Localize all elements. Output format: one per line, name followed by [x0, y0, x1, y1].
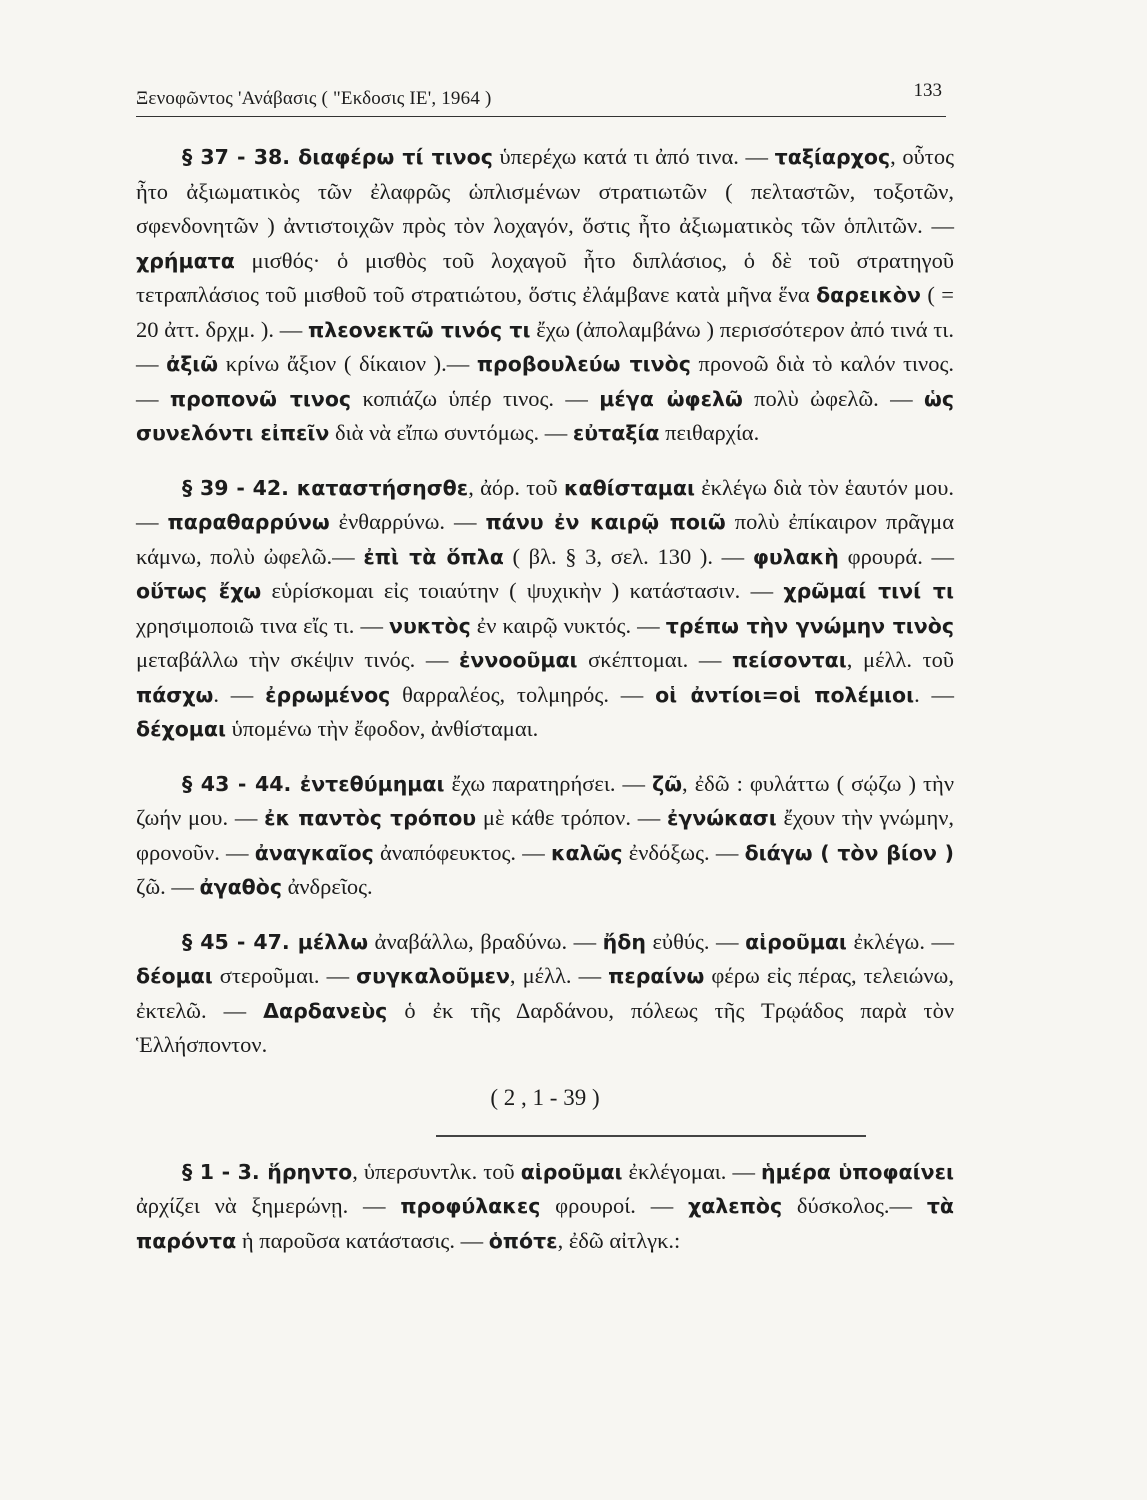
- paragraph-39-42: [136, 471, 954, 747]
- gloss-text: διὰ νὰ εἴπω συντόμως. —: [329, 420, 573, 445]
- gloss-text: στεροῦμαι. —: [212, 963, 357, 988]
- headword: § 43 - 44.: [182, 771, 300, 796]
- gloss-text: μεταβάλλω τὴν σκέψιν τινός. —: [136, 647, 460, 672]
- headword: ἡμέρα ὑποφαίνει: [760, 1159, 954, 1184]
- gloss-text: . —: [914, 681, 954, 707]
- headword: διάγω ( τὸν βίον ): [744, 840, 954, 865]
- headword: τὰ παρόντα: [136, 1194, 954, 1253]
- headword: οἱ ἀντίοι=οἱ πολέμιοι: [655, 682, 915, 707]
- gloss-text: ὁ ἐκ τῆς Δαρδάνου, πόλεως τῆς Τρῳάδος παρὰ τὸν Ἑλλήσποντον.: [136, 997, 954, 1057]
- headword: ἥρηντο: [267, 1159, 353, 1184]
- book-title: Ξενοφῶντος 'Ανάβασις ( "Εκδοσις ΙΕ', 1964 ): [136, 88, 492, 109]
- headword: ταξίαρχος: [774, 145, 891, 169]
- page-body: [136, 140, 954, 1258]
- paragraph-45-47: [136, 925, 954, 1063]
- headword: συγκαλοῦμεν: [356, 964, 510, 988]
- headword: δαρεικὸν: [816, 283, 921, 307]
- gloss-text: ἀνδρεῖος.: [281, 874, 373, 899]
- headword: χρῶμαί τινί τι: [783, 579, 954, 603]
- headword: ἐντεθύμημαι: [299, 771, 445, 796]
- gloss-text: ἐνθαρρύνω. —: [329, 509, 486, 534]
- headword: περαίνω: [608, 964, 705, 988]
- gloss-text: φέρω εἰς πέρας, τελειώνω, ἐκτελῶ. —: [136, 963, 954, 1023]
- headword: § 39 - 42.: [182, 475, 297, 500]
- gloss-text: ἀναπόφευκτος. —: [373, 839, 551, 865]
- headword: ἐρρωμένος: [265, 682, 391, 707]
- headword: δέχομαι: [136, 717, 226, 741]
- gloss-text: μὲ κάθε τρόπον. —: [476, 805, 667, 830]
- gloss-text: ἔχω παρατηρήσει. —: [444, 770, 653, 796]
- headword: διαφέρω τί τινος: [298, 145, 493, 169]
- headword: ἐπὶ τὰ ὅπλα: [363, 544, 504, 569]
- gloss-text: , οὗτος ἦτο ἀξιωματικὸς τῶν ἐλαφρῶς ὡπλισμένων στρατιωτῶν ( πελταστῶν, τοξοτῶν, σφενδονητῶν ) ἀντιστοιχῶν πρὸς τὸν λοχαγόν, ὅστις ἦτο ἀξιωματικὸς τῶν ὁπλιτῶν. —: [136, 144, 954, 238]
- gloss-text: κρίνω ἄξιον ( δίκαιον ).—: [218, 351, 477, 376]
- gloss-text: ὑπερέχω κατά τι ἀπό τινα. —: [492, 144, 775, 169]
- gloss-text: , ἐδῶ : φυλάττω ( σῴζω ) τὴν ζωήν μου. —: [136, 770, 954, 830]
- headword: προβουλεύω τινὸς: [476, 352, 691, 376]
- gloss-text: ἐκλέγω. —: [846, 928, 954, 954]
- headword: § 45 - 47.: [182, 929, 298, 954]
- gloss-text: ( βλ. § 3, σελ. 130 ). —: [503, 543, 753, 569]
- headword: ἐκ παντὸς τρόπου: [264, 806, 477, 830]
- gloss-text: φρουρά. —: [838, 543, 954, 569]
- headword: χρήματα: [136, 248, 235, 273]
- gloss-text: κοπιάζω ὑπέρ τινος. —: [351, 385, 600, 411]
- gloss-text: , ἐδῶ αἰτλγκ.:: [557, 1227, 681, 1253]
- page-number: 133: [913, 80, 942, 101]
- gloss-text: ἐκλέγομαι. —: [622, 1158, 761, 1184]
- gloss-text: πολὺ ὠφελῶ. —: [742, 385, 925, 411]
- headword: δέομαι: [136, 964, 213, 988]
- gloss-text: , ἀόρ. τοῦ: [468, 474, 564, 500]
- chapter-heading: ( 2 , 1 - 39 ): [490, 1084, 600, 1110]
- headword: φυλακὴ: [752, 544, 839, 569]
- gloss-text: ὑπομένω τὴν ἔφοδον, ἀνθίσταμαι.: [225, 716, 539, 741]
- headword: καταστήσησθε: [296, 475, 469, 500]
- headword: Δαρδανεὺς: [263, 998, 388, 1023]
- headword: χαλεπὸς: [687, 1194, 783, 1218]
- gloss-text: φρουροί. —: [540, 1193, 688, 1218]
- headword: καθίσταμαι: [563, 475, 695, 500]
- headword: τρέπω τὴν γνώμην τινὸς: [665, 613, 954, 638]
- gloss-text: δύσκολος.—: [782, 1193, 927, 1218]
- gloss-text: . —: [213, 681, 266, 707]
- gloss-text: ἐκλέγω διὰ τὸν ἑαυτόν μου. —: [136, 474, 954, 534]
- gloss-text: , μέλλ. τοῦ: [846, 647, 954, 672]
- gloss-text: ἔχω (ἀπολαμβάνω ) περισσότερον ἀπό τινά τι. —: [136, 316, 954, 376]
- gloss-text: ἔχουν τὴν γνώμην, φρονοῦν. —: [136, 805, 955, 865]
- headword: ἤδη: [602, 929, 646, 954]
- headword: πάνυ ἐν καιρῷ ποιῶ: [485, 510, 726, 534]
- gloss-text: ἡ παροῦσα κατάστασις. —: [236, 1227, 489, 1253]
- gloss-text: ἐνδόξως. —: [622, 839, 745, 865]
- gloss-text: ἀναβάλλω, βραδύνω. —: [368, 928, 603, 954]
- headword: ἀγαθὸς: [199, 875, 282, 899]
- headword: παραθαρρύνω: [167, 510, 330, 534]
- gloss-text: ἀρχίζει νὰ ξημερώνῃ. —: [136, 1193, 401, 1218]
- headword: πλεονεκτῶ τινός τι: [308, 317, 531, 342]
- headword: ἀξιῶ: [166, 352, 219, 376]
- headword: μέλλω: [297, 929, 369, 954]
- gloss-text: προνοῶ διὰ τὸ καλόν τινος. —: [136, 351, 955, 411]
- gloss-text: , ὑπερσυντλκ. τοῦ: [352, 1158, 521, 1184]
- headword: ἐννοοῦμαι: [459, 648, 578, 672]
- chapter-divider: [436, 1135, 866, 1137]
- gloss-text: , μέλλ. —: [509, 963, 609, 988]
- headword: οὕτως ἔχω: [136, 579, 262, 603]
- headword: ὁπότε: [488, 1228, 558, 1253]
- gloss-text: σκέπτομαι. —: [577, 647, 732, 672]
- headword: § 1 - 3.: [182, 1159, 268, 1184]
- headword: καλῶς: [550, 840, 623, 865]
- headword: αἱροῦμαι: [520, 1159, 623, 1184]
- gloss-text: ἐν καιρῷ νυκτός. —: [470, 612, 666, 638]
- headword: προπονῶ τινος: [169, 386, 352, 411]
- gloss-text: μισθός· ὁ μισθὸς τοῦ λοχαγοῦ ἦτο διπλάσιος, ὁ δὲ τοῦ στρατηγοῦ τετραπλάσιος τοῦ μισθοῦ τοῦ στρατιώτου, ὅστις ἐλάμβανε κατὰ μῆνα ἕνα: [136, 247, 954, 307]
- headword: ὡς συνελόντι εἰπεῖν: [136, 386, 955, 445]
- headword: προφύλακες: [400, 1194, 541, 1218]
- gloss-text: πειθαρχία.: [659, 420, 760, 445]
- gloss-text: θαρραλέος, τολμηρός. —: [390, 681, 656, 707]
- running-header: [136, 72, 946, 117]
- headword: § 37 - 38.: [182, 145, 299, 169]
- gloss-text: ( = 20 ἀττ. δρχμ. ). —: [136, 282, 954, 342]
- gloss-text: ζῶ. —: [136, 874, 200, 899]
- paragraph-1-3: [136, 1155, 954, 1259]
- headword: αἱροῦμαι: [745, 929, 847, 954]
- headword: πάσχω: [136, 682, 214, 707]
- gloss-text: πολὺ ἐπίκαιρον πρᾶγμα κάμνω, πολὺ ὠφελῶ.—: [136, 509, 955, 569]
- gloss-text: εὑρίσκομαι εἰς τοιαύτην ( ψυχικὴν ) κατάστασιν. —: [261, 578, 784, 603]
- headword: πείσονται: [731, 648, 847, 672]
- paragraph-43-44: [136, 767, 954, 905]
- headword: ἀναγκαῖος: [254, 840, 374, 865]
- gloss-text: χρησιμοποιῶ τινα εἴς τι. —: [136, 612, 390, 638]
- headword: μέγα ὠφελῶ: [599, 386, 743, 411]
- paragraph-37-38: [136, 140, 954, 451]
- headword: εὐταξία: [572, 421, 660, 445]
- headword: ζῶ: [652, 771, 683, 796]
- headword: νυκτὸς: [389, 613, 471, 638]
- gloss-text: εὐθύς. —: [645, 928, 746, 954]
- headword: ἐγνώκασι: [666, 806, 777, 830]
